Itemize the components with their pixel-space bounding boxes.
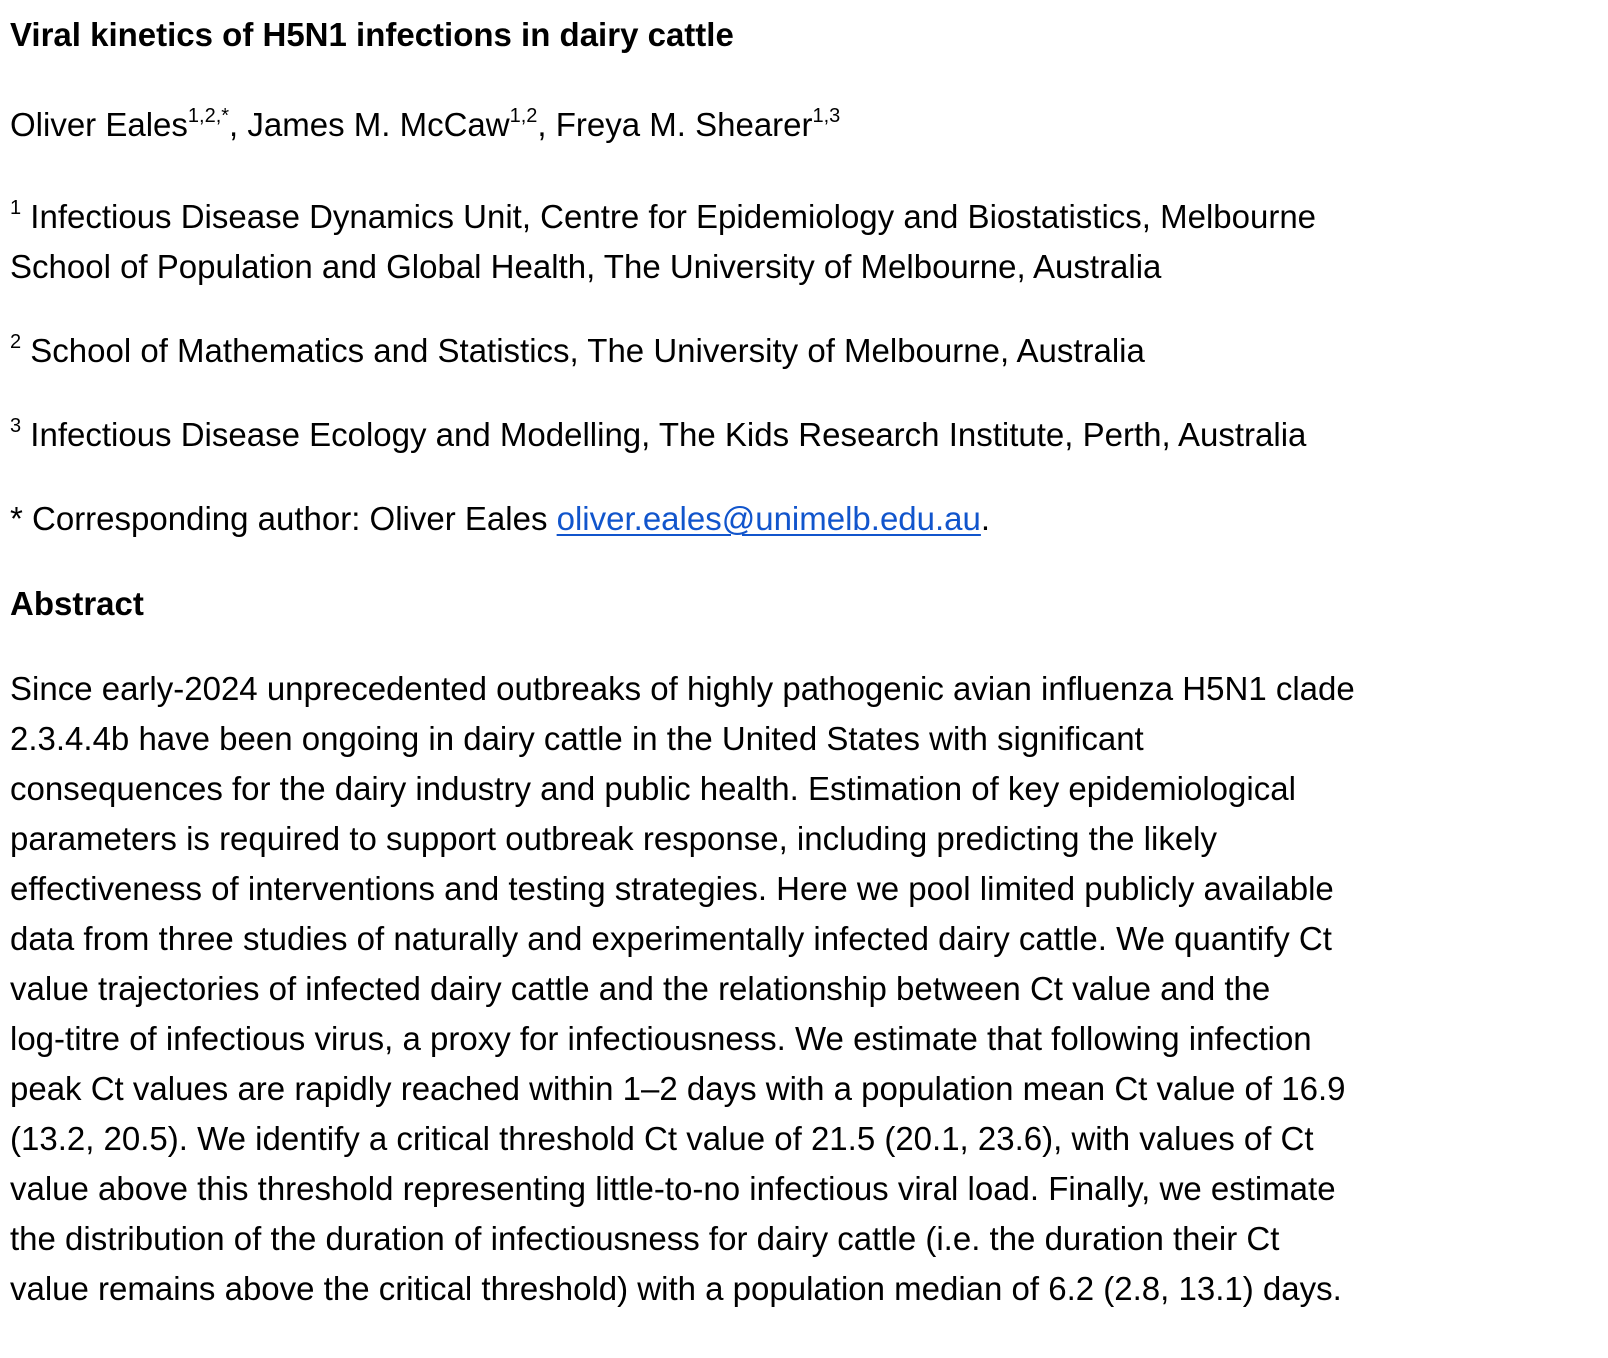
corresponding-author-label: * Corresponding author: Oliver Eales bbox=[10, 500, 557, 537]
affiliation-marker: 2 bbox=[10, 331, 22, 353]
affiliation-text: School of Population and Global Health, The University of Melbourne, Australia bbox=[10, 248, 1162, 285]
affiliation-text: Infectious Disease Dynamics Unit, Centre for Epidemiology and Biostatistics, Melbourne bbox=[30, 198, 1317, 235]
corresponding-author bbox=[10, 494, 990, 544]
email-link[interactable]: oliver.eales@unimelb.edu.au bbox=[556, 500, 981, 537]
abstract-line: (13.2, 20.5). We identify a critical threshold Ct value of 21.5 (20.1, 23.6), with values of Ct bbox=[10, 1120, 1314, 1157]
affiliation-3 bbox=[10, 410, 1306, 460]
abstract-line: peak Ct values are rapidly reached within 1–2 days with a population mean Ct value of 16.9 bbox=[10, 1070, 1346, 1107]
corresponding-suffix: . bbox=[980, 500, 991, 537]
author-affiliation-markers: 1,2,* bbox=[187, 105, 230, 127]
author-name: Oliver Eales bbox=[10, 106, 188, 143]
abstract-line: effectiveness of interventions and testing strategies. Here we pool limited publicly available bbox=[10, 870, 1334, 907]
abstract-line: log-titre of infectious virus, a proxy for infectiousness. We estimate that following infection bbox=[10, 1020, 1312, 1057]
affiliation-text: Infectious Disease Ecology and Modelling, The Kids Research Institute, Perth, Australia bbox=[30, 416, 1307, 453]
author-affiliation-markers: 1,3 bbox=[812, 105, 841, 127]
abstract-line: 2.3.4.4b have been ongoing in dairy cattle in the United States with significant bbox=[10, 720, 1144, 757]
abstract-line: value remains above the critical threshold) with a population median of 6.2 (2.8, 13.1) days. bbox=[10, 1270, 1342, 1307]
affiliation-marker: 3 bbox=[10, 415, 22, 437]
abstract-body bbox=[10, 664, 1355, 1314]
author-affiliation-markers: 1,2 bbox=[509, 105, 538, 127]
author-separator: , bbox=[537, 106, 556, 143]
affiliation-text: School of Mathematics and Statistics, The University of Melbourne, Australia bbox=[30, 332, 1145, 369]
affiliation-1 bbox=[10, 192, 1316, 292]
affiliation-marker: 1 bbox=[10, 197, 22, 219]
author-name: James M. McCaw bbox=[247, 106, 510, 143]
affiliation-2 bbox=[10, 326, 1145, 376]
abstract-line: Since early-2024 unprecedented outbreaks of highly pathogenic avian influenza H5N1 clade bbox=[10, 670, 1355, 707]
abstract-line: data from three studies of naturally and experimentally infected dairy cattle. We quantify Ct bbox=[10, 920, 1332, 957]
author-separator: , bbox=[229, 106, 248, 143]
abstract-line: consequences for the dairy industry and public health. Estimation of key epidemiological bbox=[10, 770, 1296, 807]
abstract-line: value above this threshold representing little-to-no infectious viral load. Finally, we estimate bbox=[10, 1170, 1336, 1207]
abstract-heading: Abstract bbox=[10, 585, 144, 622]
abstract-line: value trajectories of infected dairy cattle and the relationship between Ct value and the bbox=[10, 970, 1271, 1007]
abstract-line: parameters is required to support outbreak response, including predicting the likely bbox=[10, 820, 1217, 857]
author-name: Freya M. Shearer bbox=[555, 106, 813, 143]
abstract-line: the distribution of the duration of infectiousness for dairy cattle (i.e. the duration their Ct bbox=[10, 1220, 1280, 1257]
author-list bbox=[10, 100, 840, 150]
paper-title: Viral kinetics of H5N1 infections in dairy cattle bbox=[10, 16, 734, 53]
